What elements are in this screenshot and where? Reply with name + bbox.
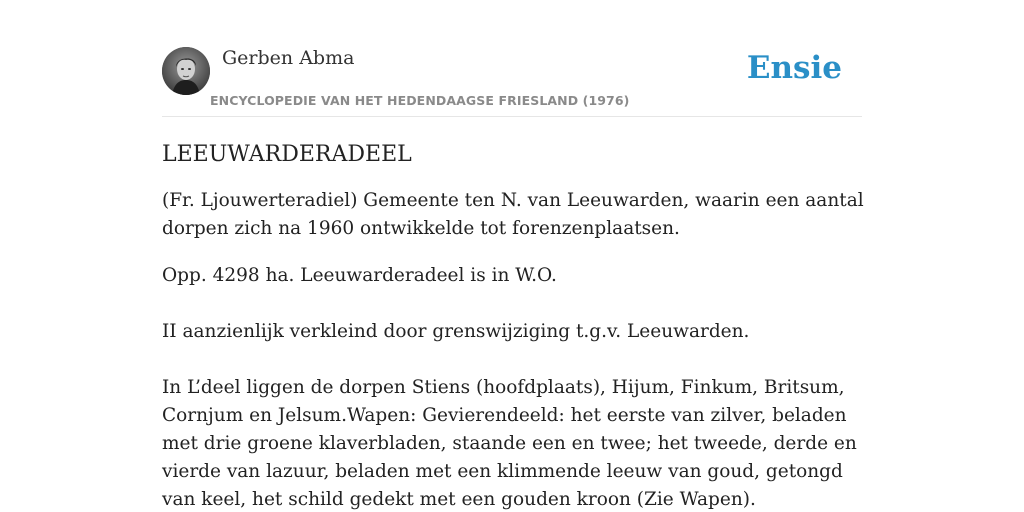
article-paragraph: II aanzienlijk verkleind door grenswijziging t.g.v. Leeuwarden. [162, 321, 750, 342]
source-title[interactable]: ENCYCLOPEDIE VAN HET HEDENDAAGSE FRIESLAND (1976) [210, 93, 630, 108]
article-header [162, 46, 862, 117]
article-title: LEEUWARDERADEEL [162, 142, 412, 167]
article-paragraph: In L’deel liggen de dorpen Stiens (hoofdplaats), Hijum, Finkum, Britsum, Cornjum en Jelsum.Wapen: Gevierendeeld: het eerste van zilver, beladen met drie groene klaverbladen, staande een en twee; het tweede, derde en vierde van lazuur, beladen met een klimmende leeuw van goud, getongd van keel, het schild gedekt met een gouden kroon (Zie Wapen). [162, 377, 857, 510]
article-body [162, 138, 872, 512]
author-avatar[interactable] [162, 47, 210, 95]
article-paragraph: (Fr. Ljouwerteradiel) Gemeente ten N. van Leeuwarden, waarin een aantal dorpen zich na 1960 ontwikkelde tot forenzenplaatsen. [162, 190, 864, 239]
person-portrait-icon [162, 47, 210, 95]
author-name[interactable]: Gerben Abma [222, 47, 355, 69]
article-paragraph: Opp. 4298 ha. Leeuwarderadeel is in W.O. [162, 265, 557, 286]
brand-logo[interactable]: Ensie [746, 50, 842, 86]
